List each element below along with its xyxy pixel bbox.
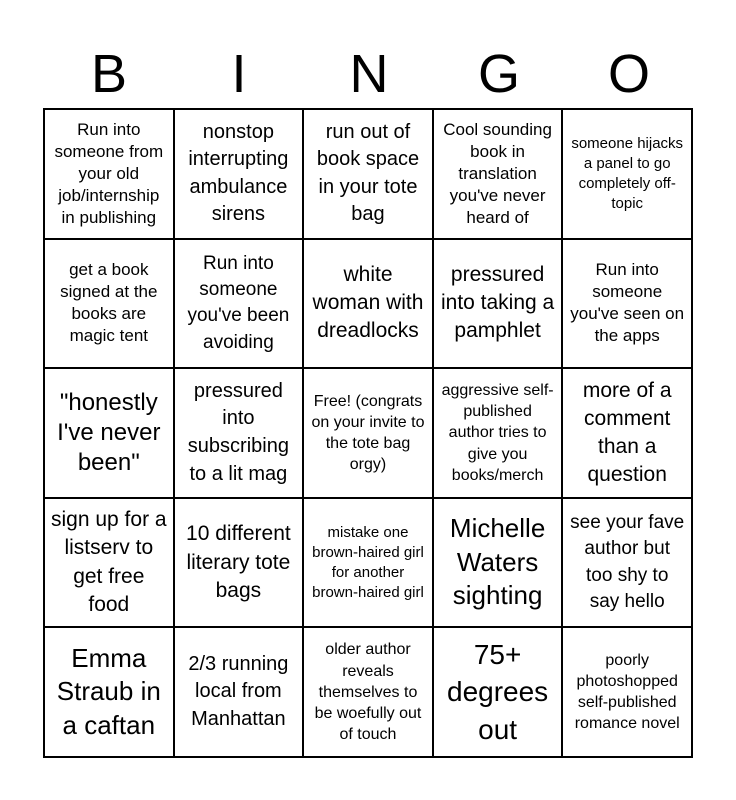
header-letter-g: G <box>477 44 520 104</box>
cell-text: pressured into taking a pamphlet <box>440 263 555 343</box>
header-letter-n: N <box>349 44 389 104</box>
bingo-cell[interactable] <box>44 627 174 757</box>
bingo-cell[interactable] <box>44 239 174 369</box>
header-letter-o: O <box>607 44 650 104</box>
bingo-cell[interactable] <box>303 239 433 369</box>
bingo-cell[interactable] <box>433 239 563 369</box>
bingo-cell[interactable] <box>433 109 563 239</box>
bingo-cell[interactable] <box>174 109 304 239</box>
bingo-cell[interactable] <box>174 627 304 757</box>
bingo-cell[interactable] <box>44 498 174 628</box>
bingo-cell[interactable] <box>562 627 692 757</box>
header-letter-b: B <box>90 44 128 104</box>
bingo-cell[interactable] <box>174 498 304 628</box>
cell-text: get a book signed at the books are magic tent <box>60 260 158 346</box>
bingo-cell[interactable] <box>433 498 563 628</box>
cell-text: 75+ degrees out <box>447 638 549 746</box>
bingo-cell[interactable] <box>303 627 433 757</box>
cell-text: 2/3 running local from Manhattan <box>188 652 289 730</box>
header-letter-i: I <box>231 44 247 104</box>
cell-text: someone hijacks a panel to go completely off-topic <box>571 134 684 212</box>
cell-text: more of a comment than a question <box>582 378 672 487</box>
cell-text: Run into someone you've been avoiding <box>187 252 290 353</box>
cell-text: Free! (congrats on your invite to the tote bag orgy) <box>311 392 425 474</box>
bingo-cell[interactable] <box>174 239 304 369</box>
bingo-header <box>44 44 694 104</box>
cell-text: mistake one brown-haired girl for another brown-haired girl <box>312 523 424 601</box>
cell-text: Run into someone you've seen on the apps <box>570 260 685 346</box>
cell-text: Run into someone from your old job/internship in publishing <box>54 119 164 227</box>
bingo-cell[interactable] <box>303 368 433 498</box>
cell-text: "honestly I've never been" <box>57 388 161 476</box>
cell-text: poorly photoshopped self-published romance novel <box>574 651 680 733</box>
cell-text: 10 different literary tote bags <box>186 522 291 602</box>
cell-text: run out of book space in your tote bag <box>316 120 420 226</box>
bingo-cell[interactable] <box>303 498 433 628</box>
bingo-cell[interactable] <box>562 368 692 498</box>
cell-text: sign up for a listserv to get free food <box>51 508 167 616</box>
bingo-cell[interactable] <box>433 627 563 757</box>
bingo-cell[interactable] <box>562 109 692 239</box>
bingo-cell[interactable] <box>562 239 692 369</box>
cell-text: white woman with dreadlocks <box>312 263 424 343</box>
cell-text: Cool sounding book in translation you've never heard of <box>443 119 552 227</box>
cell-text: Michelle Waters sighting <box>449 512 546 611</box>
cell-text: Emma Straub in a caftan <box>56 642 161 741</box>
bingo-cell[interactable] <box>433 368 563 498</box>
cell-text: pressured into subscribing to a lit mag <box>187 379 289 485</box>
bingo-cell[interactable] <box>562 498 692 628</box>
cell-text: older author reveals themselves to be woefully out of touch <box>314 641 422 743</box>
bingo-cell[interactable] <box>44 368 174 498</box>
bingo-cell[interactable] <box>44 109 174 239</box>
bingo-cell[interactable] <box>174 368 304 498</box>
cell-text: nonstop interrupting ambulance sirens <box>188 120 289 226</box>
cell-text: see your fave author but too shy to say hello <box>570 512 685 612</box>
bingo-cell[interactable] <box>303 109 433 239</box>
bingo-grid <box>43 108 693 758</box>
cell-text: aggressive self-published author tries to give you books/merch <box>441 382 554 484</box>
